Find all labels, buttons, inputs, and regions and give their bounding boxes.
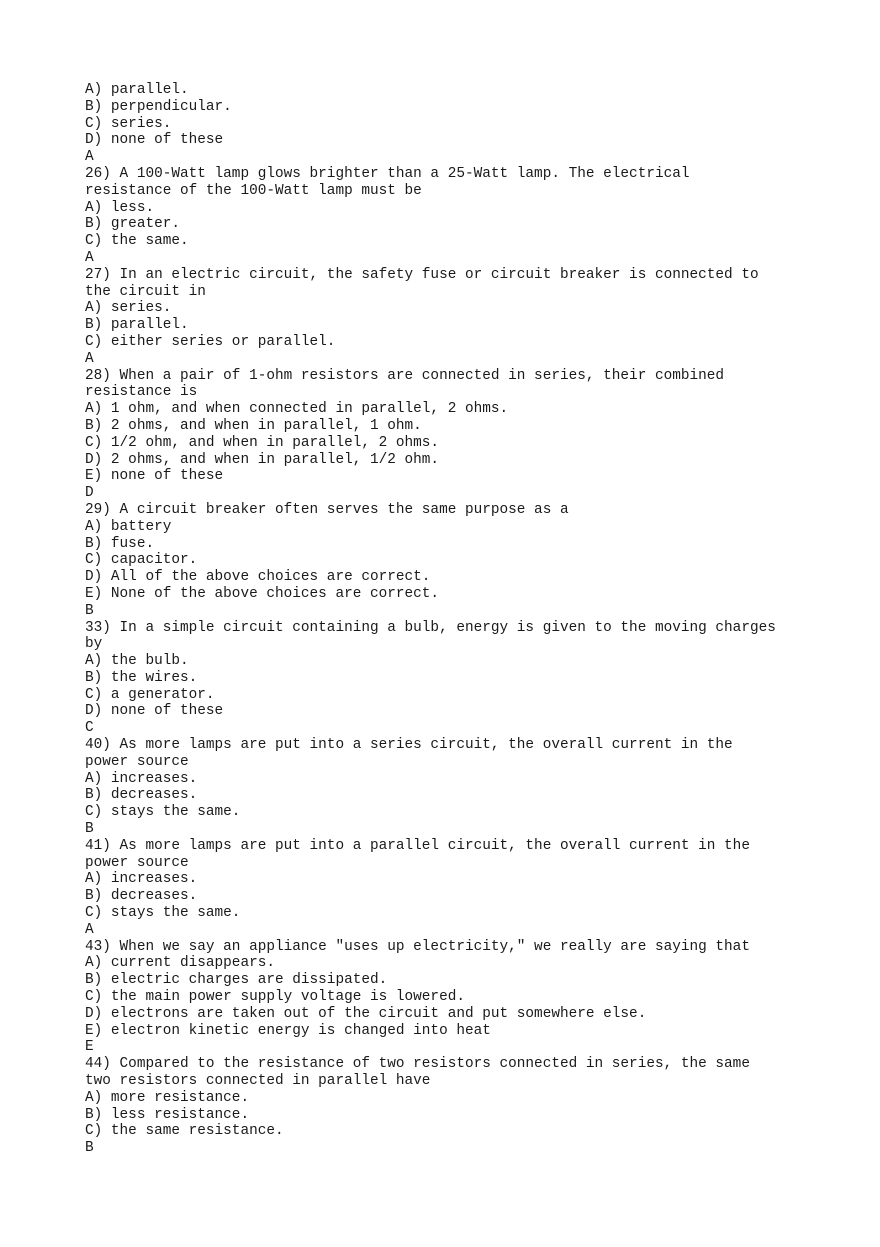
text-line: D) none of these xyxy=(85,703,224,720)
text-line: B) greater. xyxy=(85,216,180,233)
text-line: C) the same resistance. xyxy=(85,1123,284,1140)
text-line: C) series. xyxy=(85,115,172,132)
text-line: B) the wires. xyxy=(85,669,198,686)
text-line: B) decreases. xyxy=(85,888,198,905)
text-line: A xyxy=(85,249,94,266)
document-page xyxy=(85,82,845,1157)
text-line: C) stays the same. xyxy=(85,905,241,922)
text-line: B) parallel. xyxy=(85,317,189,334)
text-line: two resistors connected in parallel have xyxy=(85,1073,431,1090)
text-line: D xyxy=(85,485,94,502)
text-line: by xyxy=(85,636,103,653)
text-line: C) 1/2 ohm, and when in parallel, 2 ohms. xyxy=(85,434,440,451)
text-line: A) increases. xyxy=(85,871,198,888)
text-line: B) electric charges are dissipated. xyxy=(85,972,388,989)
text-line: A) parallel. xyxy=(85,82,189,98)
text-line: 33) In a simple circuit containing a bulb, energy is given to the moving charges xyxy=(85,619,776,636)
text-line: A) series. xyxy=(85,300,172,317)
text-line: resistance of the 100-Watt lamp must be xyxy=(85,182,422,199)
text-line: C) stays the same. xyxy=(85,804,241,821)
text-line: E) None of the above choices are correct. xyxy=(85,585,440,602)
text-line: D) All of the above choices are correct. xyxy=(85,569,431,586)
text-line: A) current disappears. xyxy=(85,955,275,972)
text-line: E) none of these xyxy=(85,468,224,485)
text-line: A) the bulb. xyxy=(85,653,189,670)
text-line: B) decreases. xyxy=(85,787,198,804)
text-line: B) perpendicular. xyxy=(85,98,232,115)
text-line: A) increases. xyxy=(85,770,198,787)
text-line: A xyxy=(85,149,94,166)
text-line: B) less resistance. xyxy=(85,1106,250,1123)
text-line: the circuit in xyxy=(85,283,206,300)
text-line: 27) In an electric circuit, the safety fuse or circuit breaker is connected to xyxy=(85,266,759,283)
text-line: 40) As more lamps are put into a series circuit, the overall current in the xyxy=(85,737,733,754)
text-line: D) none of these xyxy=(85,132,224,149)
text-line: B xyxy=(85,602,94,619)
text-line: power source xyxy=(85,854,189,871)
text-line: 41) As more lamps are put into a parallel circuit, the overall current in the xyxy=(85,837,750,854)
text-line: C) the same. xyxy=(85,233,189,250)
text-line: B xyxy=(85,1140,94,1157)
text-line: B xyxy=(85,821,94,838)
text-line: 29) A circuit breaker often serves the same purpose as a xyxy=(85,501,569,518)
text-line: C) a generator. xyxy=(85,686,215,703)
text-line: C) either series or parallel. xyxy=(85,333,336,350)
text-line: C) the main power supply voltage is lowered. xyxy=(85,989,465,1006)
text-line: A) battery xyxy=(85,518,172,535)
text-line: D) 2 ohms, and when in parallel, 1/2 ohm. xyxy=(85,451,440,468)
text-line: C xyxy=(85,720,94,737)
text-line: 44) Compared to the resistance of two resistors connected in series, the same xyxy=(85,1056,750,1073)
text-line: B) 2 ohms, and when in parallel, 1 ohm. xyxy=(85,417,422,434)
text-line: power source xyxy=(85,753,189,770)
text-line: A) 1 ohm, and when connected in parallel, 2 ohms. xyxy=(85,401,509,418)
text-line: A) less. xyxy=(85,199,155,216)
text-line: A xyxy=(85,350,94,367)
text-line: B) fuse. xyxy=(85,535,155,552)
text-line: 28) When a pair of 1-ohm resistors are connected in series, their combined xyxy=(85,367,725,384)
text-line: C) capacitor. xyxy=(85,552,198,569)
text-line: 26) A 100-Watt lamp glows brighter than a 25-Watt lamp. The electrical xyxy=(85,165,690,182)
text-line: A xyxy=(85,921,94,938)
text-line: resistance is xyxy=(85,384,198,401)
text-line: E xyxy=(85,1039,94,1056)
text-line: A) more resistance. xyxy=(85,1089,250,1106)
text-line: D) electrons are taken out of the circuit and put somewhere else. xyxy=(85,1005,647,1022)
text-line: E) electron kinetic energy is changed into heat xyxy=(85,1022,491,1039)
text-line: 43) When we say an appliance "uses up electricity," we really are saying that xyxy=(85,938,750,955)
